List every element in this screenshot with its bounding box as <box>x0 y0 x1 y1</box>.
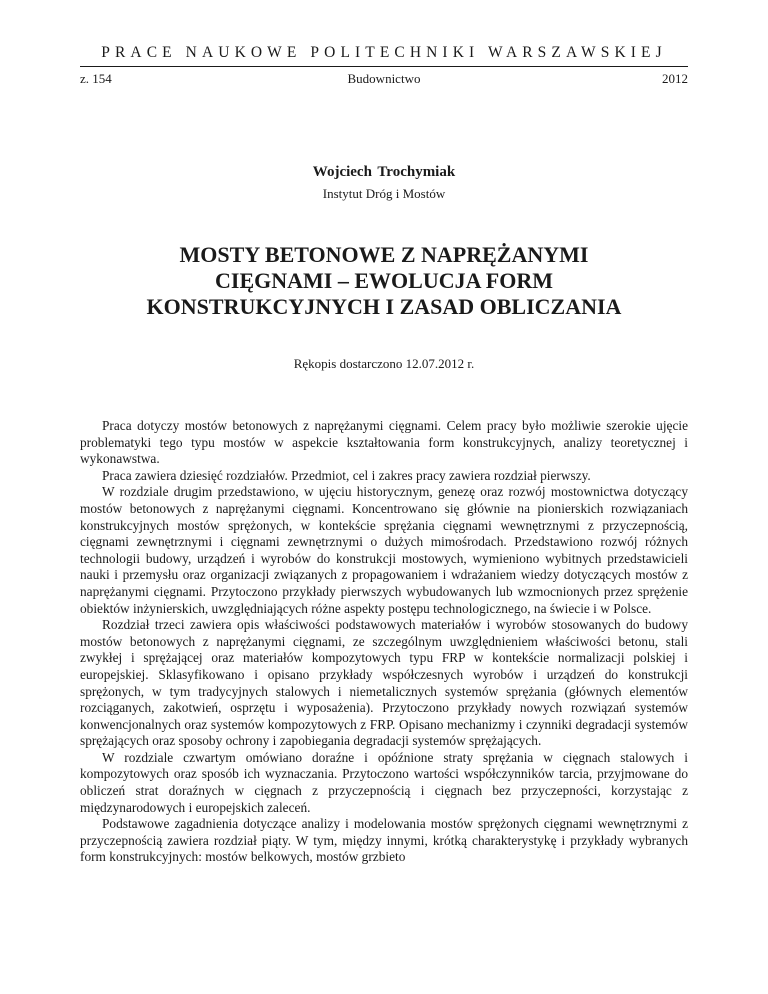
abstract-paragraph: W rozdziale drugim przedstawiono, w ujęciu historycznym, genezę oraz rozwój mostownictwa dotyczący mostów betonowych z naprężanymi cięgnami. Koncentrowano się głównie na pionierskich rozwiązaniach konstrukcyjnych mostów sprężonych, w kontekście sprężania cięgnami wewnętrznymi z przyczepnością, cięgnami zewnętrznymi i cięgnami zewnętrznymi o dużych mimośrodach. Przedstawiono rozwój różnych technologii budowy, urządzeń i wyrobów do konstrukcji mostowych, wymieniono wybitnych przedstawicieli nauki i przemysłu oraz organizacji związanych z propagowaniem i wdrażaniem wiedzy dotyczących mostów z naprężanymi cięgnami. Przytoczono przykłady pierwszych wybudowanych lub wzmocnionych przez sprężenie obiektów inżynierskich, uwzględniających różne aspekty postępu technologicznego, na świecie i w Polsce. <box>80 484 688 616</box>
title-line: KONSTRUKCYJNYCH I ZASAD OBLICZANIA <box>146 294 622 319</box>
title-line: MOSTY BETONOWE Z NAPRĘŻANYMI <box>179 242 589 267</box>
title-line: CIĘGNAMI – EWOLUCJA FORM <box>215 268 553 293</box>
issue-number: z. 154 <box>80 71 112 86</box>
abstract-paragraph: Podstawowe zagadnienia dotyczące analizy i modelowania mostów sprężonych cięgnami wewnętrznymi z przyczepnością zawiera rozdział piąty. W tym, między innymi, krótką charakterystykę i przykłady wybranych form konstrukcyjnych: mostów belkowych, mostów grzbieto <box>80 816 688 865</box>
publication-year: 2012 <box>662 71 688 86</box>
abstract-paragraph: W rozdziale czwartym omówiano doraźne i opóźnione straty sprężania w cięgnach stalowych i kompozytowych oraz sposób ich wyznaczania. Przytoczono wartości współczynników tarcia, przyjmowane do obliczeń strat doraźnych w cięgnach z przyczepnością i cięgnach bez przyczepności, korzystając z międzynarodowych i europejskich zaleceń. <box>80 749 688 815</box>
author-name: Wojciech Trochymiak <box>312 164 456 180</box>
author-affiliation: Instytut Dróg i Mostów <box>322 186 446 201</box>
abstract <box>80 418 688 866</box>
series-name: Budownictwo <box>347 71 421 86</box>
received-date: Rękopis dostarczono 12.07.2012 r. <box>293 356 475 371</box>
journal-title: PRACE NAUKOWE POLITECHNIKI WARSZAWSKIEJ <box>101 44 667 61</box>
abstract-paragraph: Praca dotyczy mostów betonowych z naprężanymi cięgnami. Celem pracy było możliwie szerokie ujęcie problematyki tego typu mostów w aspekcie kształtowania form konstrukcyjnych, analizy teoretycznej i wykonawstwa. <box>80 418 688 467</box>
abstract-paragraph: Praca zawiera dziesięć rozdziałów. Przedmiot, cel i zakres pracy zawiera rozdział pierwszy. <box>102 467 591 483</box>
abstract-paragraph: Rozdział trzeci zawiera opis właściwości podstawowych materiałów i wyrobów stosowanych do budowy mostów betonowych z naprężanymi cięgnami, ze szczególnym uwzględnieniem właściwości betonu, stali zwykłej i sprężającej oraz materiałów kompozytowych typu FRP w kontekście normalizacji polskiej i europejskiej. Sklasyfikowano i opisano przykłady współczesnych wyrobów i urządzeń do konstrukcji sprężonych, w tym tradycyjnych stalowych i niemetalicznych systemów sprężania (głównych elementów rozciąganych, zakotwień, osprzętu i wyposażenia). Przytoczono przykłady nowych rozwiązań systemów konwencjonalnych oraz systemów kompozytowych z FRP. Opisano mechanizmy i czynniki degradacji systemów sprężających oraz sposoby ochrony i zapobiegania degradacji systemów sprężających. <box>80 617 688 749</box>
paper-page <box>80 0 688 994</box>
header-rule <box>80 66 688 67</box>
paper-title <box>80 242 688 320</box>
